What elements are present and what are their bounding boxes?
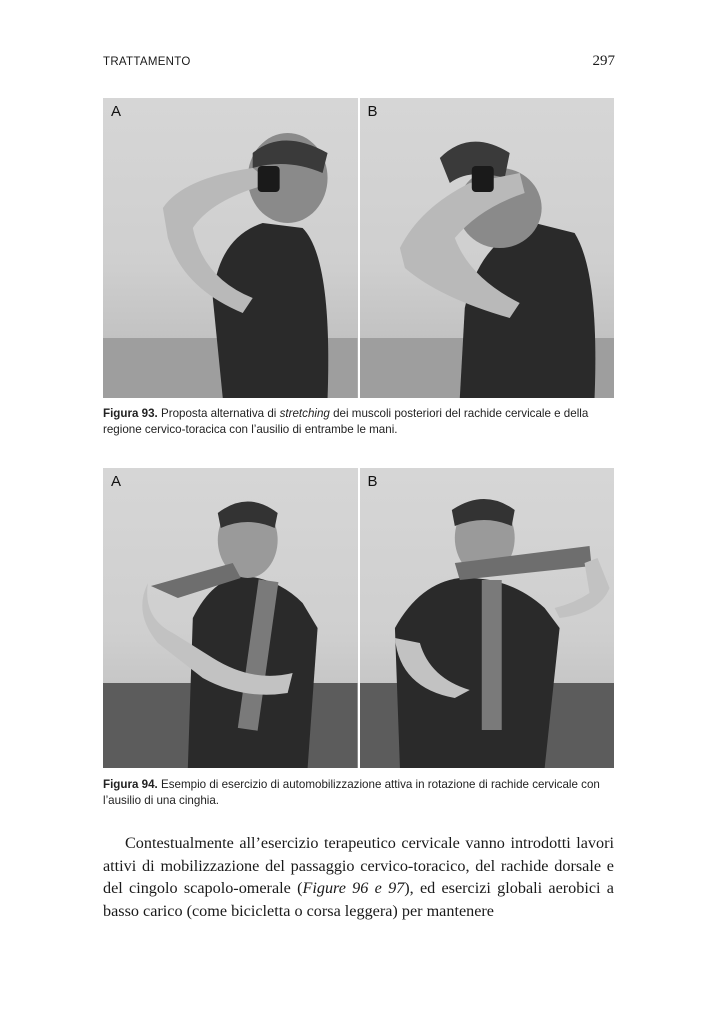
figure-94	[103, 468, 614, 768]
figure-93-caption	[103, 406, 618, 438]
caption-text: dei muscoli posteriori del rachide cervicale e della regione cervico-toracica con l’ausilio di entrambe le mani.	[103, 407, 589, 436]
figure-94-caption	[103, 777, 618, 809]
figure-94-photo-b	[360, 468, 615, 768]
caption-emphasis: stretching	[279, 407, 330, 420]
person-stretching-illustration	[103, 98, 358, 398]
running-header: TRATTAMENTO	[103, 56, 191, 68]
person-stretching-illustration	[360, 98, 615, 398]
body-paragraph	[103, 832, 614, 922]
body-text-segment: ), ed esercizi globali aerobici a basso carico (come bicicletta o corsa leggera) per mantenere	[103, 879, 614, 920]
figure-reference: Figure 96 e 97	[302, 879, 405, 897]
person-strap-illustration	[360, 468, 615, 768]
figure-94-photo-a	[103, 468, 358, 768]
panel-label-b: B	[367, 473, 378, 490]
caption-text: Proposta alternativa di	[161, 407, 277, 420]
body-text-segment: Contestualmente all’esercizio terapeutico cervicale vanno introdotti lavori attivi di mobilizzazione del passaggio cervico-toracico, del rachide dorsale e del cingolo scapolo-omerale (	[103, 834, 614, 897]
page-number: 297	[592, 53, 615, 69]
person-strap-illustration	[103, 468, 358, 768]
caption-text: Esempio di esercizio di automobilizzazione attiva in rotazione di rachide cervicale con l’ausilio di una cinghia.	[103, 778, 600, 807]
panel-label-a: A	[111, 103, 122, 120]
figure-label: Figura 93.	[103, 407, 158, 420]
panel-label-b: B	[367, 103, 378, 120]
panel-label-a: A	[111, 473, 122, 490]
figure-93-photo-a	[103, 98, 358, 398]
figure-label: Figura 94.	[103, 778, 158, 791]
figure-93	[103, 98, 614, 398]
figure-93-photo-b	[360, 98, 615, 398]
